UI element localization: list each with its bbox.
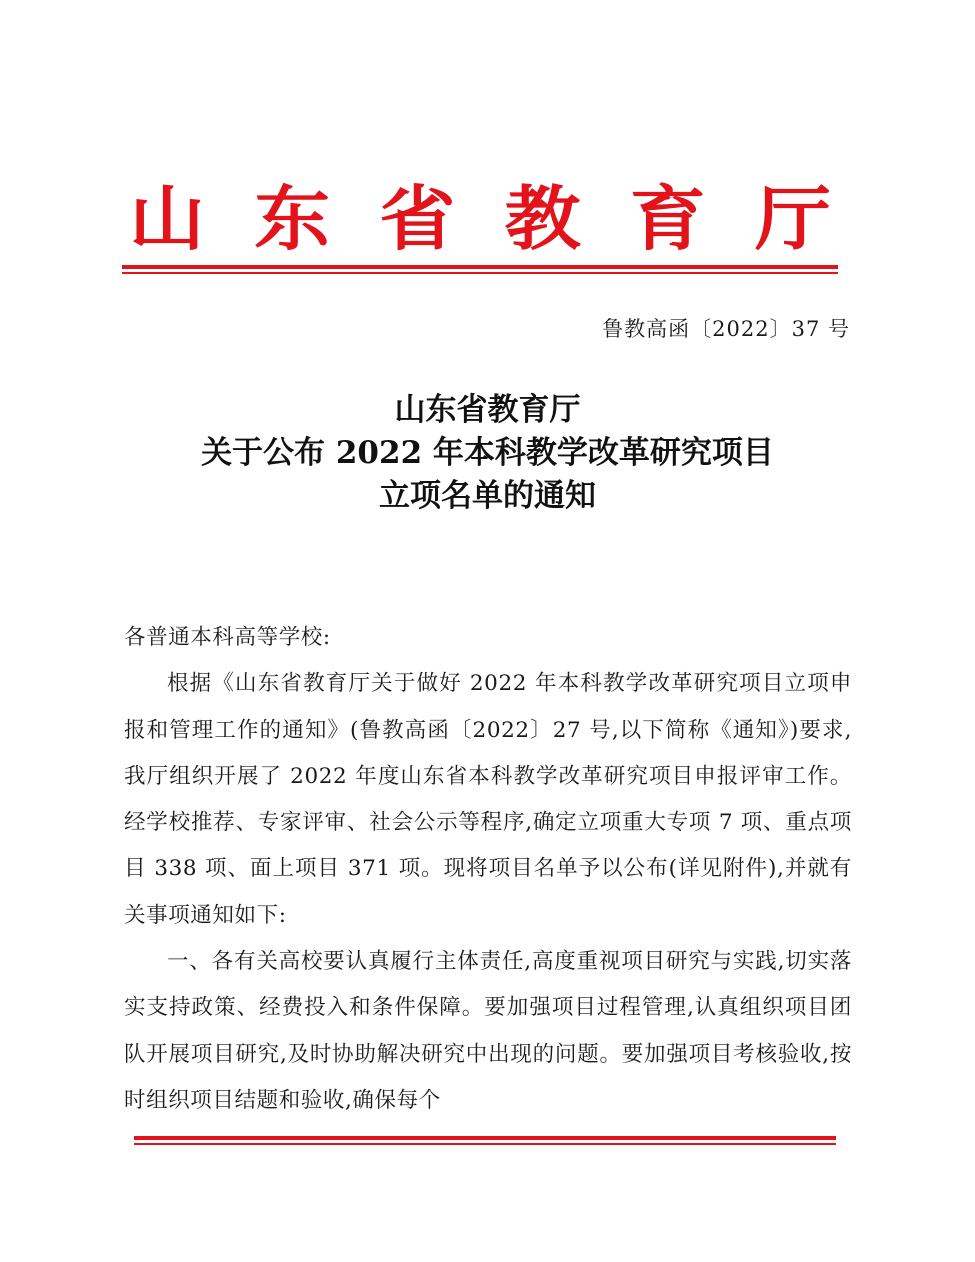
masthead-char: 育 <box>629 177 706 260</box>
footer-rule-thick <box>134 1136 836 1140</box>
header-rule-thick <box>122 265 838 269</box>
document-body <box>124 615 852 1124</box>
masthead-char: 山 <box>129 177 205 260</box>
masthead-char: 教 <box>504 177 581 260</box>
body-paragraph-2: 一、各有关高校要认真履行主体责任,高度重视项目研究与实践,切实落实支持政策、经费投入和条件保障。要加强项目过程管理,认真组织项目团队开展项目研究,及时协助解决研究中出现的问题。要加强项目考核验收,按时组织项目结题和验收,确保每个 <box>124 949 852 1113</box>
document-title-line-3: 立项名单的通知 <box>379 478 596 514</box>
document-title-line-1: 山东省教育厅 <box>394 392 581 428</box>
issuer-masthead <box>124 175 836 263</box>
masthead-char: 东 <box>254 177 331 260</box>
header-rule-thin <box>122 272 838 274</box>
document-number: 鲁教高函〔2022〕37 号 <box>602 317 850 341</box>
masthead-char: 省 <box>379 177 456 260</box>
salutation: 各普通本科高等学校: <box>124 625 331 650</box>
masthead-char: 厅 <box>754 177 831 260</box>
body-paragraph-1: 根据《山东省教育厅关于做好 2022 年本科教学改革研究项目立项申报和管理工作的通知》(鲁教高函〔2022〕27 号,以下简称《通知》)要求,我厅组织开展了 2022 年度山东省本科教学改革研究项目申报评审工作。经学校推荐、专家评审、社会公示等程序,确定立项重大专项 7 项、重点项目 338 项、面上项目 371 项。现将项目名单予以公布(详见附件),并就有关事项通知如下: <box>124 671 852 928</box>
footer-rule-thin <box>134 1143 836 1145</box>
document-title-line-2: 关于公布 2022 年本科教学改革研究项目 <box>201 435 774 471</box>
